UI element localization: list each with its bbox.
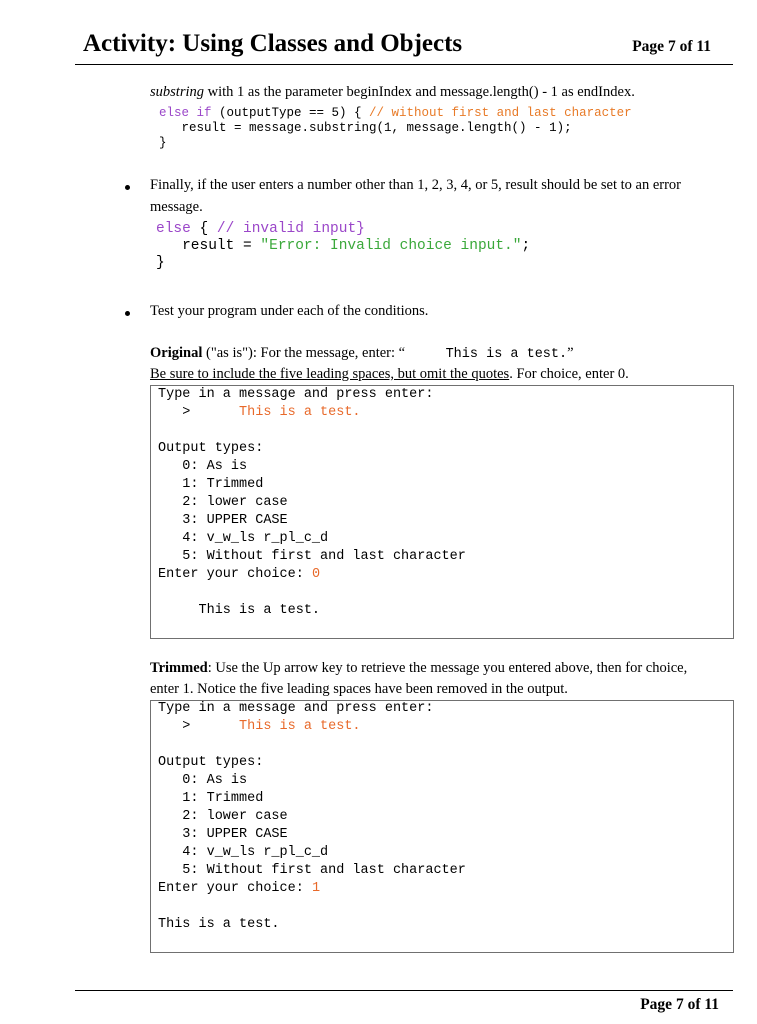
console-input: This is a test. xyxy=(190,719,361,734)
code-comment: // invalid input} xyxy=(216,221,365,237)
code-string: "Error: Invalid choice input." xyxy=(260,238,522,254)
code-text: result = xyxy=(156,238,261,254)
console-type-item: 2: lower case xyxy=(158,495,288,510)
bullet-icon xyxy=(125,311,130,316)
console-types-title: Output types: xyxy=(158,441,264,456)
console-choice-line: Enter your choice: 0 xyxy=(158,567,321,582)
page-header xyxy=(75,28,733,65)
console-type-item: 5: Without first and last character xyxy=(158,863,466,878)
intro-text: with 1 as the parameter beginIndex and message.length() - 1 as endIndex. xyxy=(204,84,635,100)
code-line xyxy=(156,238,530,254)
code-comment: // without first and last character xyxy=(369,106,632,120)
console-type-item: 3: UPPER CASE xyxy=(158,827,288,842)
underlined-note: Be sure to include the five leading spaces, but omit the quotes xyxy=(150,366,510,382)
console-type-item: 0: As is xyxy=(158,459,248,474)
page-number: Page 7 of 11 xyxy=(632,38,711,55)
console-choice-line: Enter your choice: 1 xyxy=(158,881,321,896)
code-text: ; xyxy=(521,238,531,254)
original-heading: Original ("as is"): For the message, enter: “ This is a test.” xyxy=(150,345,574,362)
bullet-icon xyxy=(125,185,130,190)
console-type-item: 4: v_w_ls r_pl_c_d xyxy=(158,845,329,860)
console-input: This is a test. xyxy=(190,405,361,420)
console-output-box xyxy=(150,385,734,639)
console-types-title: Output types: xyxy=(158,755,264,770)
footer-divider xyxy=(75,990,733,991)
original-mono: This is a test. xyxy=(405,347,568,362)
code-text: (outputType == 5) { xyxy=(211,106,370,120)
code-keyword: else xyxy=(156,221,191,237)
code-line xyxy=(159,106,632,120)
console-type-item: 4: v_w_ls r_pl_c_d xyxy=(158,531,329,546)
code-keyword: else if xyxy=(159,106,212,120)
console-type-item: 3: UPPER CASE xyxy=(158,513,288,528)
trimmed-heading: Trimmed: Use the Up arrow key to retrieve the message you entered above, then for choice, xyxy=(150,660,688,676)
bullet-text: Test your program under each of the conditions. xyxy=(150,303,429,319)
console-prompt: Type in a message and press enter: xyxy=(158,387,434,402)
console-choice-value: 0 xyxy=(311,567,321,582)
bullet-text: Finally, if the user enters a number other than 1, 2, 3, 4, or 5, result should be set to an error xyxy=(150,177,681,193)
console-input-line: > This is a test. xyxy=(158,719,361,734)
console-type-item: 0: As is xyxy=(158,773,248,788)
trimmed-label: Trimmed xyxy=(150,660,208,676)
console-input-line: > This is a test. xyxy=(158,405,361,420)
intro-italic: substring xyxy=(150,84,204,100)
console-choice-value: 1 xyxy=(311,881,321,896)
original-instruction: Be sure to include the five leading spaces, but omit the quotes. For choice, enter 0. xyxy=(150,366,629,382)
console-result: This is a test. xyxy=(158,917,280,932)
console-type-item: 5: Without first and last character xyxy=(158,549,466,564)
trimmed-instruction: enter 1. Notice the five leading spaces have been removed in the output. xyxy=(150,681,568,697)
intro-paragraph xyxy=(150,84,635,101)
bullet-text: message. xyxy=(150,199,203,215)
code-text: { xyxy=(190,221,217,237)
original-label: Original xyxy=(150,345,203,361)
footer-page-number: Page 7 of 11 xyxy=(640,996,719,1013)
console-result: This is a test. xyxy=(158,603,321,618)
code-line: } xyxy=(159,136,167,150)
code-line xyxy=(156,221,365,237)
console-prompt: Type in a message and press enter: xyxy=(158,701,434,716)
code-line: } xyxy=(156,255,165,271)
console-type-item: 1: Trimmed xyxy=(158,477,264,492)
console-type-item: 1: Trimmed xyxy=(158,791,264,806)
document-title: Activity: Using Classes and Objects xyxy=(83,30,463,57)
code-line: result = message.substring(1, message.length() - 1); xyxy=(159,121,572,135)
console-type-item: 2: lower case xyxy=(158,809,288,824)
